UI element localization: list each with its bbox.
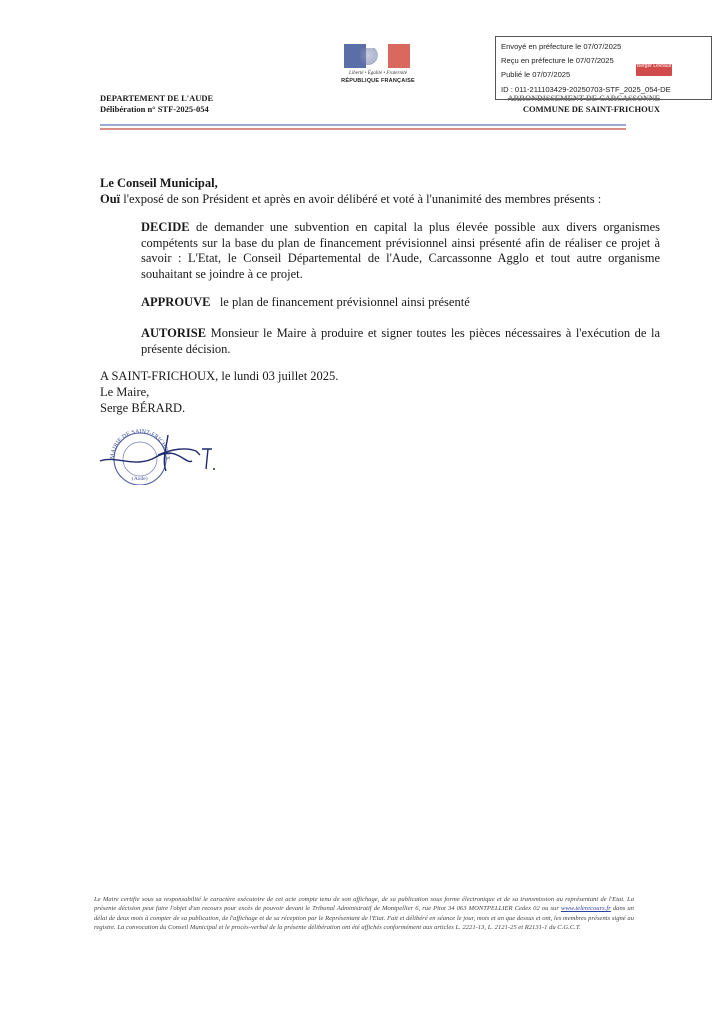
autorise-paragraph — [141, 326, 660, 357]
deliberation-number: Délibération n° STF-2025-054 — [100, 104, 209, 114]
seal-top-text: MAIRIE DE SAINT-FRICHOUX — [109, 428, 171, 461]
footer-text-start: Le Maire certifie sous sa responsabilité le caractère exécutoire de cet acte compte tenu de son affichage, de sa publication sous forme électronique et de sa transmission au représentant de l'Etat. La présente décision peut faire l'objet d'un recours pour excès de pouvoir devant le Tribunal Administratif de Montpellier 6, rue Pitot 34 063 MONTPELLIER Cedex 02 ou sur — [94, 896, 634, 913]
header-rule-red — [100, 128, 626, 130]
approuve-paragraph — [141, 295, 660, 311]
department-name: DEPARTEMENT DE L'AUDE — [100, 93, 214, 103]
stamp-received: Reçu en préfecture le 07/07/2025 — [501, 56, 614, 65]
decide-text: de demander une subvention en capital la plus élevée possible aux divers organismes compétents sur la base du plan de financement prévisionnel ainsi présenté afin de réaliser ce projet à savoir : L'Etat, le Conseil Départemental de l'Aude, Carcassonne Agglo et tout autre organisme souhaitant se joindre à ce projet. — [141, 220, 660, 281]
autorise-text: Monsieur le Maire à produire et signer toutes les pièces nécessaires à l'exécution de la présente décision. — [141, 326, 660, 356]
stamp-published: Publié le 07/07/2025 — [501, 70, 571, 79]
stamp-id: ID : 011-211103429-20250703-STF_2025_054-DE — [501, 85, 671, 94]
header-rule-blue — [100, 124, 626, 126]
oui-paragraph — [100, 192, 640, 208]
department-header — [100, 93, 213, 115]
republic-motto: Liberté • Égalité • Fraternité — [349, 71, 407, 76]
berger-levrault-logo: Berger Levrault — [636, 64, 672, 76]
oui-keyword: Ouï — [100, 192, 121, 206]
prefecture-stamp — [495, 36, 712, 100]
approuve-keyword: APPROUVE — [141, 295, 211, 309]
signature-role: Le Maire, — [100, 385, 150, 399]
decide-keyword: DECIDE — [141, 220, 190, 234]
approuve-text: le plan de financement prévisionnel ainsi présenté — [210, 295, 470, 309]
autorise-keyword: AUTORISE — [141, 326, 207, 340]
mairie-seal-and-signature — [96, 425, 236, 485]
footer-text-end: dans un délai de deux mois à compter de sa publication, de l'affichage et de sa réception par le Représentant de l'Etat. Fait et délibéré en séance le jour, mois et an que dessus et ont, les membres présents signé au registre. La convocation du Conseil Municipal et le procès-verbal de la présente délibération ont été affichés conformément aux articles L. 2221-13, L. 2121-25 et R2131-1 du C.G.C.T. — [94, 905, 634, 931]
signature-initial-icon — [202, 449, 212, 469]
arrondissement-name: ARRONDISSEMENT DE CARCASSONNE — [507, 94, 660, 103]
commune-name: COMMUNE DE SAINT-FRICHOUX — [522, 104, 660, 114]
marianne-flag-icon — [344, 44, 410, 68]
oui-text: l'exposé de son Président et après en avoir délibéré et voté à l'unanimité des membres présents : — [120, 192, 602, 206]
seal-bottom-text: (Aude) — [132, 476, 148, 482]
legal-footer — [94, 895, 634, 932]
signature-name: Serge BÉRARD. — [100, 401, 186, 415]
council-heading: Le Conseil Municipal, — [100, 176, 218, 190]
signature-flourish-icon — [158, 435, 200, 471]
signature-dot-icon — [213, 468, 215, 470]
republic-name: RÉPUBLIQUE FRANÇAISE — [341, 78, 415, 84]
stamp-sent: Envoyé en préfecture le 07/07/2025 — [501, 42, 622, 51]
telerecours-link[interactable]: www.telerecours.fr — [560, 905, 611, 913]
signature-place-date: A SAINT-FRICHOUX, le lundi 03 juillet 2025. — [100, 369, 339, 383]
decide-paragraph — [141, 220, 660, 282]
commune-header — [490, 93, 660, 115]
republique-francaise-logo — [336, 44, 420, 92]
